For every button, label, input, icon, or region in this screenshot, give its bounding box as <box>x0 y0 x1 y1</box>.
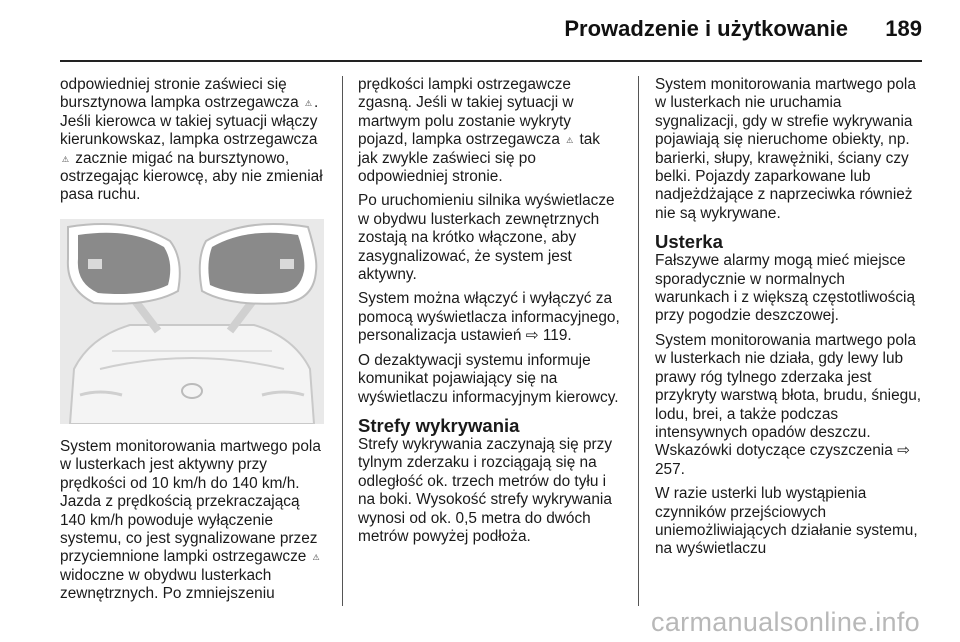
text: zacznie migać na bursztynowo, ostrzegając kierowcę, aby nie zmieniał pasa ruchu. <box>60 149 323 204</box>
mirror-illustration <box>60 219 324 424</box>
page-header <box>0 0 960 60</box>
text: System monitorowania martwego pola w lusterkach nie działa, gdy lewy lub prawy róg tylnego zderzaka jest przykryty warstwą błota, brudu, śniegu, lodu, brei, a także podczas intensywnych opadów deszczu. Wskazówki dotyczące czyszczenia <box>655 331 922 460</box>
text: . Jeśli kierowca w takiej sytuacji włączy kierunkowskaz, lampka ostrzegawcza <box>60 94 319 149</box>
column-3 <box>655 76 923 565</box>
header-rule <box>60 60 922 62</box>
text: widoczne w obydwu lusterkach zewnętrznych. Po zmniejszeniu <box>60 566 275 603</box>
paragraph: Po uruchomieniu silnika wyświetlacze w obydwu lusterkach zewnętrznych zostają na krótko włączone, aby zasygnalizować, że system jest aktywny. <box>358 192 615 284</box>
paragraph: W razie usterki lub wystąpienia czynników przejściowych uniemożliwiających działanie systemu, na wyświetlaczu <box>655 485 918 558</box>
paragraph <box>358 290 622 345</box>
text: odpowiedniej stronie zaświeci się bursztynowa lampka ostrzegawcza <box>60 76 299 112</box>
text: prędkości lampki ostrzegawcze zgasną. Jeśli w takiej sytuacji w martwym polu zostanie wykryty pojazd, lampka ostrzegawcza <box>358 76 574 149</box>
column-1 <box>60 76 326 211</box>
column-divider <box>638 76 639 606</box>
paragraph <box>655 332 923 479</box>
page-title: Prowadzenie i użytkowanie <box>564 16 848 41</box>
paragraph <box>358 76 622 186</box>
blind-spot-warning-icon: ⚠ <box>61 154 70 164</box>
section-heading: Strefy wykrywania <box>358 414 520 436</box>
column-2 <box>358 76 622 552</box>
paragraph <box>60 438 326 604</box>
text: System można włączyć i wyłączyć za pomocą wyświetlacza informacyjnego, personalizacja ustawień <box>358 290 620 345</box>
column-divider <box>342 76 343 606</box>
paragraph: O dezaktywacji systemu informuje komunikat pojawiający się na wyświetlaczu informacyjnym kierowcy. <box>358 351 619 406</box>
paragraph: Fałszywe alarmy mogą mieć miejsce sporadycznie w normalnych warunkach i z większą częstotliwością przy pogodzie deszczowej. <box>655 252 916 325</box>
page-reference[interactable]: 119. <box>542 327 572 345</box>
blind-spot-warning-icon: ⚠ <box>304 99 313 109</box>
paragraph: System monitorowania martwego pola w lusterkach nie uruchamia sygnalizacji, gdy w strefie wykrywania pojawiają się nieruchome obiekty, np. barierki, słupy, krawężniki, ściany czy belki. Pojazdy zaparkowane lub nadjeżdżające z naprzeciwka również nie są wykrywane. <box>655 76 916 222</box>
blind-spot-warning-icon: ⚠ <box>312 553 320 563</box>
text: System monitorowania martwego pola w lusterkach jest aktywny przy prędkości od 10 km/h do 140 km/h. Jazda z prędkością przekraczającą 140 km/h powoduje wyłączenie systemu, co jest sygnalizowane przez przyciemnione lampki ostrzegawcze <box>60 438 321 566</box>
paragraph: Strefy wykrywania zaczynają się przy tylnym zderzaku i rozciągają się na odległość ok. trzech metrów do tyłu i na boki. Wysokość strefy wykrywania wynosi od ok. 0,5 metra do dwóch metrów powyżej podłoża. <box>358 435 613 545</box>
page-reference-arrow-icon: ⇨ <box>897 442 910 460</box>
section-heading: Usterka <box>655 231 723 253</box>
text: tak jak zwykle zaświeci się po odpowiedniej stronie. <box>358 131 600 186</box>
page-number: 189 <box>885 16 922 41</box>
page-reference[interactable]: 257. <box>655 460 685 478</box>
watermark: carmanualsonline.info <box>651 607 920 637</box>
page-reference-arrow-icon: ⇨ <box>525 327 539 345</box>
paragraph <box>60 76 326 205</box>
blind-spot-warning-icon: ⚠ <box>566 136 574 146</box>
column-1-lower <box>60 438 326 610</box>
